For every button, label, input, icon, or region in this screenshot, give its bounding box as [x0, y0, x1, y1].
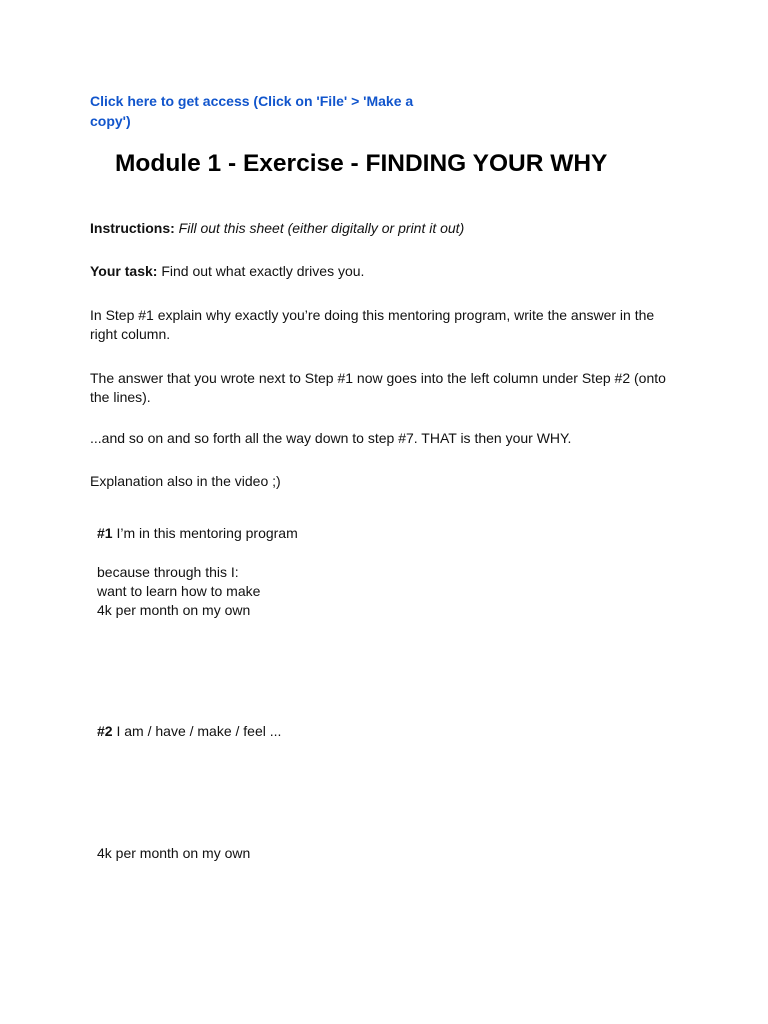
step-1-answer-line: because through this I: — [97, 564, 239, 580]
step-1-answer-line: 4k per month on my own — [97, 602, 251, 618]
step-1-number: #1 — [97, 525, 113, 541]
answer-explanation-paragraph: The answer that you wrote next to Step #1 now goes into the left column under Step #2 (onto the lines). — [90, 370, 666, 405]
step-1-heading — [97, 524, 657, 543]
page-title: Module 1 - Exercise - FINDING YOUR WHY — [115, 150, 608, 177]
step-2-heading — [97, 722, 657, 741]
step-1-prompt: I’m in this mentoring program — [116, 525, 298, 541]
instructions-label: Instructions: — [90, 220, 175, 236]
step-1-answer-line: want to learn how to make — [97, 583, 261, 599]
video-note-paragraph: Explanation also in the video ;) — [90, 473, 281, 489]
step1-explanation-paragraph: In Step #1 explain why exactly you’re doing this mentoring program, write the answer in the right column. — [90, 307, 655, 342]
so-on-paragraph: ...and so on and so forth all the way down to step #7. THAT is then your WHY. — [90, 430, 572, 446]
step-2-number: #2 — [97, 723, 113, 739]
step-2-prompt: I am / have / make / feel ... — [116, 723, 282, 739]
step-1-answer[interactable] — [97, 563, 657, 620]
instructions-paragraph — [90, 219, 680, 238]
step-2-answer-line[interactable]: 4k per month on my own — [97, 845, 251, 861]
task-paragraph — [90, 262, 680, 281]
instructions-text: Fill out this sheet (either digitally or print it out) — [178, 220, 465, 236]
task-text: Find out what exactly drives you. — [161, 263, 365, 279]
task-label: Your task: — [90, 263, 158, 279]
get-access-link[interactable]: Click here to get access (Click on 'File' > 'Make a copy') — [90, 93, 414, 129]
